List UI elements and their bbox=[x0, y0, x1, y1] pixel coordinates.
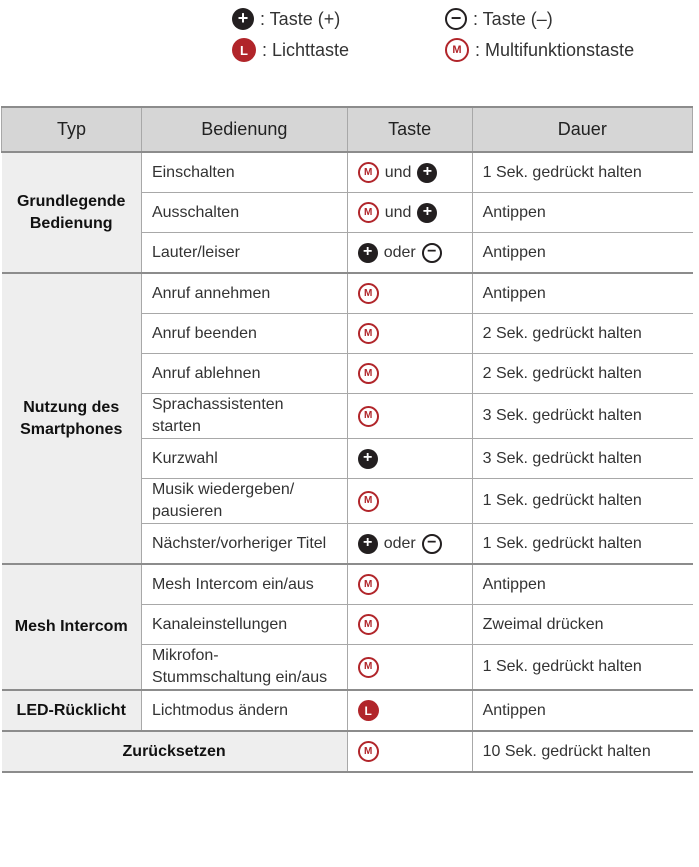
multifunction-button-icon: M bbox=[445, 38, 469, 62]
header-dauer: Dauer bbox=[472, 107, 692, 152]
bedienung-cell: Anruf annehmen bbox=[141, 273, 347, 314]
dauer-cell: 1 Sek. gedrückt halten bbox=[472, 479, 692, 524]
taste-cell bbox=[347, 690, 472, 731]
bedienung-cell: Lauter/leiser bbox=[141, 233, 347, 274]
taste-cell bbox=[347, 479, 472, 524]
multifunction-button-icon: M bbox=[358, 574, 379, 595]
keys bbox=[358, 162, 462, 184]
keys bbox=[358, 574, 462, 595]
table-row bbox=[2, 690, 693, 731]
multifunction-button-icon: M bbox=[358, 162, 379, 183]
dauer-cell: 1 Sek. gedrückt halten bbox=[472, 645, 692, 691]
dauer-cell: Antippen bbox=[472, 273, 692, 314]
table-row-reset bbox=[2, 731, 693, 772]
plus-icon: + bbox=[358, 449, 378, 469]
plus-icon: + bbox=[417, 203, 437, 223]
bedienung-cell: Anruf beenden bbox=[141, 314, 347, 354]
keys bbox=[358, 449, 462, 469]
bedienung-cell: Kanaleinstellungen bbox=[141, 605, 347, 645]
keys bbox=[358, 202, 462, 224]
multifunction-button-icon: M bbox=[358, 202, 379, 223]
keys bbox=[358, 406, 462, 427]
header-typ: Typ bbox=[2, 107, 142, 152]
bedienung-cell: Mikrofon-Stummschaltung ein/aus bbox=[141, 645, 347, 691]
taste-cell bbox=[347, 193, 472, 233]
bedienung-cell: Kurzwahl bbox=[141, 439, 347, 479]
table-header-row bbox=[2, 107, 693, 152]
keys bbox=[358, 657, 462, 678]
typ-cell: LED-Rücklicht bbox=[2, 690, 142, 731]
taste-cell bbox=[347, 233, 472, 274]
light-button-icon: L bbox=[232, 38, 256, 62]
keys bbox=[358, 614, 462, 635]
legend-plus-label: : Taste (+) bbox=[260, 8, 341, 29]
legend-light bbox=[232, 38, 349, 62]
keys bbox=[358, 323, 462, 344]
typ-cell: Nutzung des Smartphones bbox=[2, 273, 142, 564]
key-connector: oder bbox=[383, 243, 416, 261]
bedienung-cell: Anruf ablehnen bbox=[141, 354, 347, 394]
bedienung-cell: Einschalten bbox=[141, 152, 347, 193]
key-connector: oder bbox=[383, 534, 416, 552]
taste-cell bbox=[347, 564, 472, 605]
controls-table bbox=[1, 106, 693, 773]
bedienung-cell: Musik wiedergeben/ pausieren bbox=[141, 479, 347, 524]
taste-cell bbox=[347, 354, 472, 394]
bedienung-cell: Sprachassistenten starten bbox=[141, 394, 347, 439]
key-connector: und bbox=[384, 163, 412, 181]
plus-icon: + bbox=[358, 534, 378, 554]
bedienung-cell: Mesh Intercom ein/aus bbox=[141, 564, 347, 605]
keys bbox=[358, 741, 462, 762]
minus-icon: − bbox=[445, 8, 467, 30]
minus-icon: − bbox=[422, 534, 442, 554]
dauer-cell: Antippen bbox=[472, 193, 692, 233]
dauer-cell: 2 Sek. gedrückt halten bbox=[472, 354, 692, 394]
table-row bbox=[2, 273, 693, 314]
keys bbox=[358, 283, 462, 304]
dauer-cell: 2 Sek. gedrückt halten bbox=[472, 314, 692, 354]
dauer-cell: 1 Sek. gedrückt halten bbox=[472, 152, 692, 193]
keys bbox=[358, 700, 462, 721]
multifunction-button-icon: M bbox=[358, 283, 379, 304]
minus-icon: − bbox=[422, 243, 442, 263]
taste-cell bbox=[347, 605, 472, 645]
dauer-cell: Zweimal drücken bbox=[472, 605, 692, 645]
dauer-cell: 10 Sek. gedrückt halten bbox=[472, 731, 692, 772]
typ-cell: Mesh Intercom bbox=[2, 564, 142, 690]
bedienung-cell: Nächster/vorheriger Titel bbox=[141, 524, 347, 565]
plus-icon: + bbox=[417, 163, 437, 183]
key-connector: und bbox=[384, 203, 412, 221]
typ-cell: Grundlegende Bedienung bbox=[2, 152, 142, 273]
legend bbox=[0, 8, 699, 68]
taste-cell bbox=[347, 394, 472, 439]
taste-cell bbox=[347, 524, 472, 565]
dauer-cell: 1 Sek. gedrückt halten bbox=[472, 524, 692, 565]
legend-minus bbox=[445, 8, 553, 30]
multifunction-button-icon: M bbox=[358, 406, 379, 427]
bedienung-cell: Ausschalten bbox=[141, 193, 347, 233]
keys bbox=[358, 242, 462, 264]
keys bbox=[358, 363, 462, 384]
multifunction-button-icon: M bbox=[358, 614, 379, 635]
table-body bbox=[2, 152, 693, 772]
legend-plus bbox=[232, 8, 340, 30]
plus-icon: + bbox=[358, 243, 378, 263]
taste-cell bbox=[347, 152, 472, 193]
taste-cell bbox=[347, 645, 472, 691]
header-taste: Taste bbox=[347, 107, 472, 152]
dauer-cell: Antippen bbox=[472, 233, 692, 274]
header-bedienung: Bedienung bbox=[141, 107, 347, 152]
table-row bbox=[2, 152, 693, 193]
plus-icon: + bbox=[232, 8, 254, 30]
dauer-cell: Antippen bbox=[472, 690, 692, 731]
taste-cell bbox=[347, 439, 472, 479]
table-row bbox=[2, 564, 693, 605]
legend-multi-label: : Multifunktionstaste bbox=[475, 39, 635, 60]
light-button-icon: L bbox=[358, 700, 379, 721]
taste-cell bbox=[347, 273, 472, 314]
multifunction-button-icon: M bbox=[358, 491, 379, 512]
dauer-cell: 3 Sek. gedrückt halten bbox=[472, 394, 692, 439]
legend-multi bbox=[445, 38, 634, 62]
multifunction-button-icon: M bbox=[358, 741, 379, 762]
bedienung-cell: Lichtmodus ändern bbox=[141, 690, 347, 731]
legend-light-label: : Lichttaste bbox=[262, 39, 350, 60]
reset-label: Zurücksetzen bbox=[2, 731, 348, 772]
multifunction-button-icon: M bbox=[358, 657, 379, 678]
dauer-cell: Antippen bbox=[472, 564, 692, 605]
legend-minus-label: : Taste (–) bbox=[473, 8, 553, 29]
taste-cell bbox=[347, 731, 472, 772]
keys bbox=[358, 491, 462, 512]
dauer-cell: 3 Sek. gedrückt halten bbox=[472, 439, 692, 479]
taste-cell bbox=[347, 314, 472, 354]
multifunction-button-icon: M bbox=[358, 323, 379, 344]
multifunction-button-icon: M bbox=[358, 363, 379, 384]
keys bbox=[358, 533, 462, 555]
